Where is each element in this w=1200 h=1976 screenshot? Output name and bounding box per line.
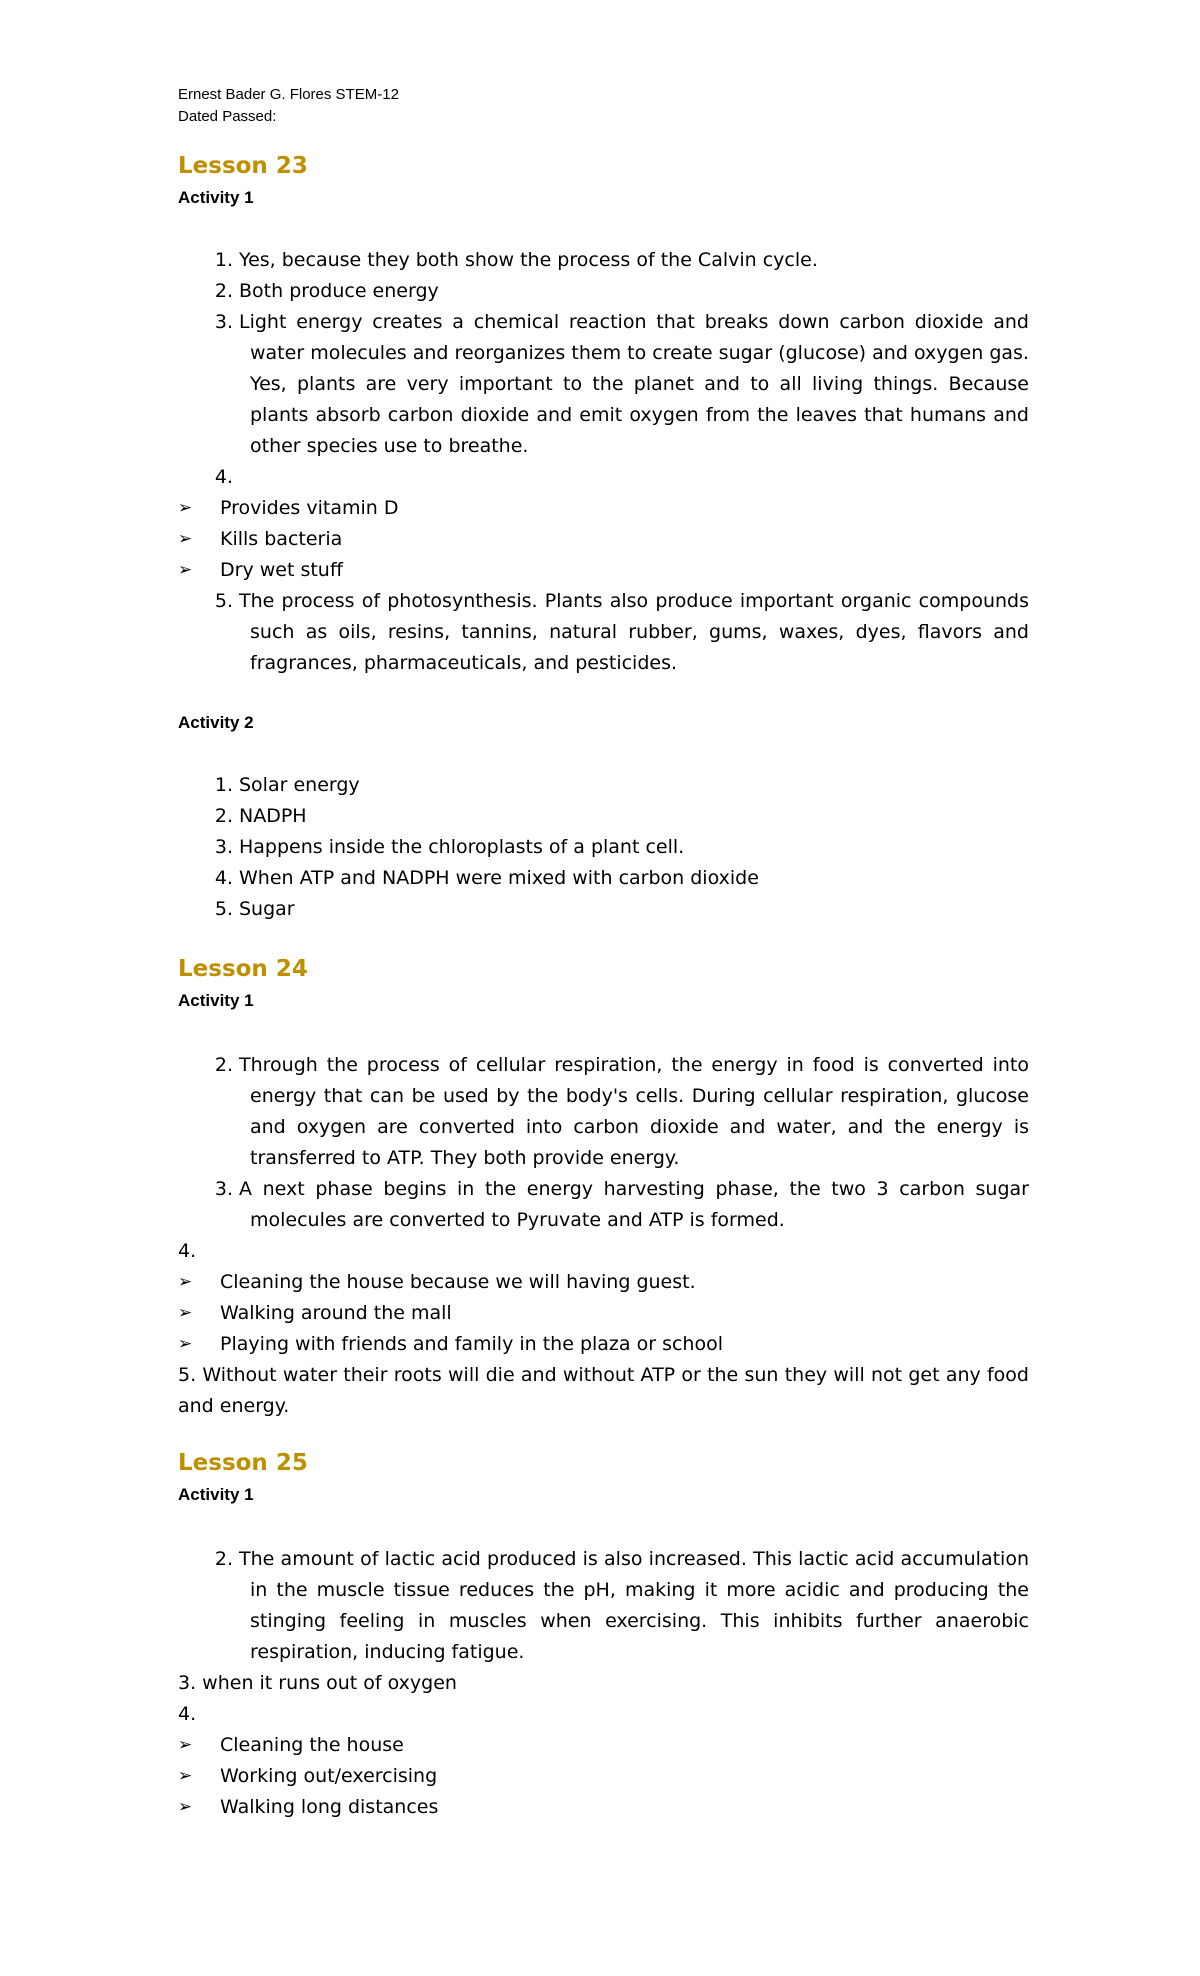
paragraph-text: Light energy creates a chemical reaction that breaks down carbon dioxide and water molecules and reorganizes them to create sugar (glucose) and oxygen gas. Yes, plants are very important to the planet and to all living things. Because plants absorb carbon dioxide and emit oxygen from the leaves that humans and other species use to breathe.: [239, 311, 1029, 457]
list-item-paragraph: [239, 1174, 1029, 1236]
list-item: 3. when it runs out of oxygen: [178, 1672, 457, 1694]
list-number: 4.: [214, 466, 233, 488]
bullet-arrow-icon: ➢: [178, 1766, 193, 1786]
list-number: 3.: [214, 311, 233, 333]
list-item-paragraph: [239, 1544, 1029, 1668]
bullet-item: Kills bacteria: [220, 528, 343, 550]
list-number: 4.: [214, 867, 233, 889]
bullet-item: Working out/exercising: [220, 1765, 438, 1787]
lesson-25-activity-1-heading: Activity 1: [178, 1485, 254, 1504]
paragraph-text: A next phase begins in the energy harvesting phase, the two 3 carbon sugar molecules are converted to Pyruvate and ATP is formed.: [239, 1178, 1029, 1231]
bullet-item: Playing with friends and family in the plaza or school: [220, 1333, 723, 1355]
list-item: When ATP and NADPH were mixed with carbon dioxide: [239, 867, 759, 889]
lesson-24-activity-1-heading: Activity 1: [178, 991, 254, 1010]
list-number: 2.: [214, 805, 233, 827]
list-number: 1.: [214, 249, 233, 271]
list-number: 5.: [214, 590, 233, 612]
bullet-arrow-icon: ➢: [178, 529, 193, 549]
lesson-23-title: Lesson 23: [178, 153, 308, 179]
list-item: Solar energy: [239, 774, 360, 796]
list-item: NADPH: [239, 805, 307, 827]
list-number: 1.: [214, 774, 233, 796]
lesson-23-activity-1-heading: Activity 1: [178, 188, 254, 207]
list-item-paragraph: [239, 307, 1029, 462]
date-passed-line: Dated Passed:: [178, 108, 277, 125]
lesson-25-title: Lesson 25: [178, 1450, 308, 1476]
bullet-item: Walking around the mall: [220, 1302, 452, 1324]
list-number: 4.: [178, 1240, 197, 1262]
bullet-item: Dry wet stuff: [220, 559, 343, 581]
list-number: 3.: [214, 1178, 233, 1200]
list-item-paragraph: [239, 1050, 1029, 1174]
bullet-item: Walking long distances: [220, 1796, 439, 1818]
list-item: Both produce energy: [239, 280, 439, 302]
bullet-arrow-icon: ➢: [178, 1334, 193, 1354]
list-number: 5.: [214, 898, 233, 920]
bullet-item: Cleaning the house because we will having guest.: [220, 1271, 696, 1293]
student-name-line: Ernest Bader G. Flores STEM-12: [178, 86, 399, 103]
paragraph-text: The process of photosynthesis. Plants also produce important organic compounds such as oils, resins, tannins, natural rubber, gums, waxes, dyes, flavors and fragrances, pharmaceuticals, and pesticides.: [239, 590, 1029, 674]
bullet-arrow-icon: ➢: [178, 1735, 193, 1755]
bullet-arrow-icon: ➢: [178, 498, 193, 518]
bullet-item: Provides vitamin D: [220, 497, 399, 519]
list-number: 3.: [214, 836, 233, 858]
bullet-arrow-icon: ➢: [178, 560, 193, 580]
list-number: 2.: [214, 280, 233, 302]
lesson-24-title: Lesson 24: [178, 956, 308, 982]
list-item-paragraph: [239, 586, 1029, 679]
paragraph-text: 5. Without water their roots will die and without ATP or the sun they will not get any food and energy.: [178, 1364, 1029, 1417]
list-number: 4.: [178, 1703, 197, 1725]
paragraph-text: Through the process of cellular respiration, the energy in food is converted into energy that can be used by the body's cells. During cellular respiration, glucose and oxygen are converted into carbon dioxide and water, and the energy is transferred to ATP. They both provide energy.: [239, 1054, 1029, 1169]
list-number: 2.: [214, 1054, 233, 1076]
bullet-arrow-icon: ➢: [178, 1272, 193, 1292]
list-number: 2.: [214, 1548, 233, 1570]
bullet-arrow-icon: ➢: [178, 1797, 193, 1817]
list-item: Happens inside the chloroplasts of a plant cell.: [239, 836, 685, 858]
bullet-item: Cleaning the house: [220, 1734, 404, 1756]
bullet-arrow-icon: ➢: [178, 1303, 193, 1323]
list-item: Yes, because they both show the process of the Calvin cycle.: [239, 249, 818, 271]
paragraph-text: The amount of lactic acid produced is also increased. This lactic acid accumulation in the muscle tissue reduces the pH, making it more acidic and producing the stinging feeling in muscles when exercising. This inhibits further anaerobic respiration, inducing fatigue.: [239, 1548, 1029, 1663]
list-item: Sugar: [239, 898, 295, 920]
lesson-23-activity-2-heading: Activity 2: [178, 713, 254, 732]
